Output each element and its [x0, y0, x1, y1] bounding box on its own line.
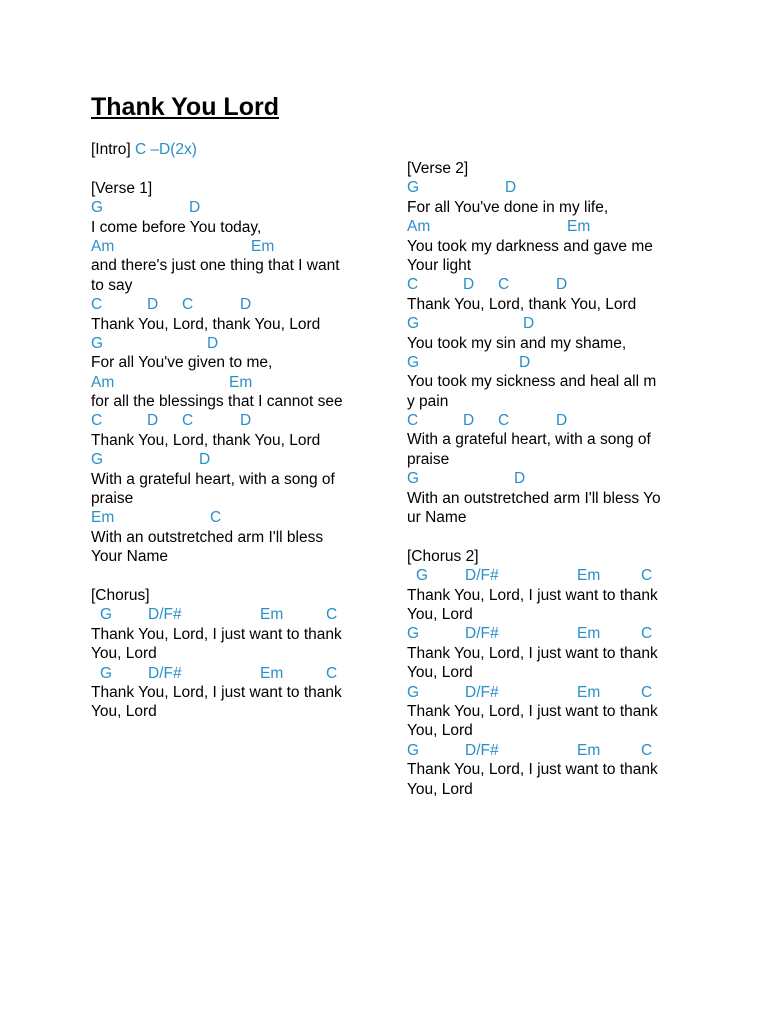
chord-line — [91, 334, 381, 353]
chord: G — [407, 470, 420, 488]
chord: D/F# — [148, 606, 182, 624]
lyric-line: You, Lord — [407, 664, 473, 682]
chord: C — [498, 412, 510, 430]
chord: Em — [229, 373, 253, 391]
lyric-line: for all the blessings that I cannot see — [91, 393, 343, 411]
chord: G — [416, 567, 429, 585]
chord: D — [556, 412, 568, 430]
chord-line — [407, 353, 697, 372]
chord: Am — [91, 373, 115, 391]
chord: G — [91, 334, 104, 352]
chord: C — [182, 296, 194, 314]
lyric-line: Thank You, Lord, I just want to thank — [407, 586, 658, 604]
chord-line — [91, 295, 381, 314]
chord: D — [147, 296, 159, 314]
chord: C — [641, 741, 653, 759]
chord-line — [407, 683, 697, 702]
chord: Em — [251, 237, 275, 255]
chord: C — [326, 664, 338, 682]
chord: C — [91, 296, 103, 314]
chord: D — [505, 179, 517, 197]
verse2-label: [Verse 2] — [407, 160, 469, 177]
chord: G — [407, 625, 420, 643]
chord: C — [326, 606, 338, 624]
lyric-line: Thank You, Lord, I just want to thank — [407, 761, 658, 779]
lyric-line: Thank You, Lord, I just want to thank — [407, 702, 658, 720]
chord-line — [407, 411, 697, 430]
chorus2-label: [Chorus 2] — [407, 547, 479, 565]
chord: G — [100, 606, 113, 624]
chord: G — [91, 199, 104, 217]
chord: D — [463, 412, 475, 430]
lyric-line: For all You've done in my life, — [407, 198, 609, 216]
chord: D — [519, 353, 531, 371]
chord: D — [514, 470, 526, 488]
chord: G — [91, 451, 104, 469]
chord: Em — [260, 664, 284, 682]
chord-line — [91, 411, 381, 430]
chord-line — [407, 314, 697, 333]
chord-line — [91, 198, 381, 217]
intro-chords: C –D(2x) — [134, 141, 197, 158]
right-column — [407, 159, 697, 799]
lyric-line: Your light — [407, 256, 472, 274]
lyric-line: With an outstretched arm I'll bless — [91, 528, 324, 546]
lyric-line: Thank You, Lord, I just want to thank — [91, 625, 342, 643]
chord: D — [147, 412, 159, 430]
chord-line — [91, 237, 381, 256]
chord: G — [407, 683, 420, 701]
chord: C — [91, 412, 103, 430]
chord: D/F# — [465, 741, 499, 759]
chord: Em — [260, 606, 284, 624]
chord: C — [498, 276, 510, 294]
lyric-line: praise — [407, 450, 450, 468]
lyric-line: You, Lord — [407, 605, 473, 623]
chord-line — [91, 508, 381, 527]
chord: G — [407, 741, 420, 759]
chord: D — [207, 334, 219, 352]
chord: Em — [577, 567, 601, 585]
chord-line — [407, 469, 697, 488]
song-title: Thank You Lord — [91, 93, 279, 121]
chord: C — [182, 412, 194, 430]
chord: D/F# — [465, 625, 499, 643]
lyric-line: ur Name — [407, 509, 467, 527]
chord: Em — [91, 509, 115, 527]
lyric-line: You, Lord — [407, 722, 473, 740]
lyric-line: Thank You, Lord, thank You, Lord — [407, 295, 637, 313]
chord: C — [641, 625, 653, 643]
chord-line — [407, 217, 697, 236]
verse1-label: [Verse 1] — [91, 179, 153, 197]
lyric-line: I come before You today, — [91, 218, 262, 236]
chord-line — [91, 605, 381, 624]
lyric-line: You, Lord — [407, 780, 473, 798]
chord: Em — [577, 741, 601, 759]
chord: D/F# — [465, 683, 499, 701]
chord: D — [556, 276, 568, 294]
chord: D — [463, 276, 475, 294]
chord: D — [240, 412, 252, 430]
lyric-line: Your Name — [91, 548, 168, 566]
intro-line — [91, 140, 381, 159]
lyric-line: and there's just one thing that I want — [91, 257, 340, 275]
chorus-label: [Chorus] — [91, 586, 150, 604]
chord: D — [189, 199, 201, 217]
chord: D — [240, 296, 252, 314]
chord: D — [199, 451, 211, 469]
chord-line — [407, 741, 697, 760]
lyric-line: Thank You, Lord, thank You, Lord — [91, 315, 321, 333]
lyric-line: You took my darkness and gave me — [407, 237, 653, 255]
lyric-line: to say — [91, 276, 133, 294]
lyric-line: With an outstretched arm I'll bless Yo — [407, 489, 661, 507]
chord-line — [407, 624, 697, 643]
chord-line — [91, 373, 381, 392]
lyric-line: Thank You, Lord, thank You, Lord — [91, 431, 321, 449]
left-column — [91, 140, 381, 722]
chord-line — [91, 450, 381, 469]
chord: C — [641, 567, 653, 585]
chord-line — [407, 178, 697, 197]
chord: D/F# — [465, 567, 499, 585]
lyric-line: For all You've given to me, — [91, 354, 273, 372]
lyric-line: With a grateful heart, with a song of — [91, 470, 335, 488]
intro-label: [Intro] — [91, 141, 135, 158]
lyric-line: Thank You, Lord, I just want to thank — [407, 644, 658, 662]
chord: G — [407, 179, 420, 197]
chord: G — [407, 315, 420, 333]
lyric-line: You, Lord — [91, 703, 157, 721]
chord: C — [641, 683, 653, 701]
chord-line — [407, 275, 697, 294]
chord: G — [100, 664, 113, 682]
chord: C — [407, 412, 419, 430]
lyric-line: y pain — [407, 392, 449, 410]
chord: D/F# — [148, 664, 182, 682]
lyric-line: You, Lord — [91, 645, 157, 663]
chord: Em — [567, 218, 591, 236]
lyric-line: praise — [91, 490, 134, 508]
chord: C — [407, 276, 419, 294]
chord: D — [523, 315, 535, 333]
lyric-line: With a grateful heart, with a song of — [407, 431, 651, 449]
chord: G — [407, 353, 420, 371]
chord: Am — [91, 237, 115, 255]
lyric-line: You took my sin and my shame, — [407, 334, 627, 352]
chord-line — [407, 566, 697, 585]
chord: C — [210, 509, 222, 527]
chord: Em — [577, 625, 601, 643]
chord: Em — [577, 683, 601, 701]
chord: Am — [407, 218, 431, 236]
lyric-line: Thank You, Lord, I just want to thank — [91, 683, 342, 701]
lyric-line: You took my sickness and heal all m — [407, 373, 657, 391]
chord-line — [91, 664, 381, 683]
